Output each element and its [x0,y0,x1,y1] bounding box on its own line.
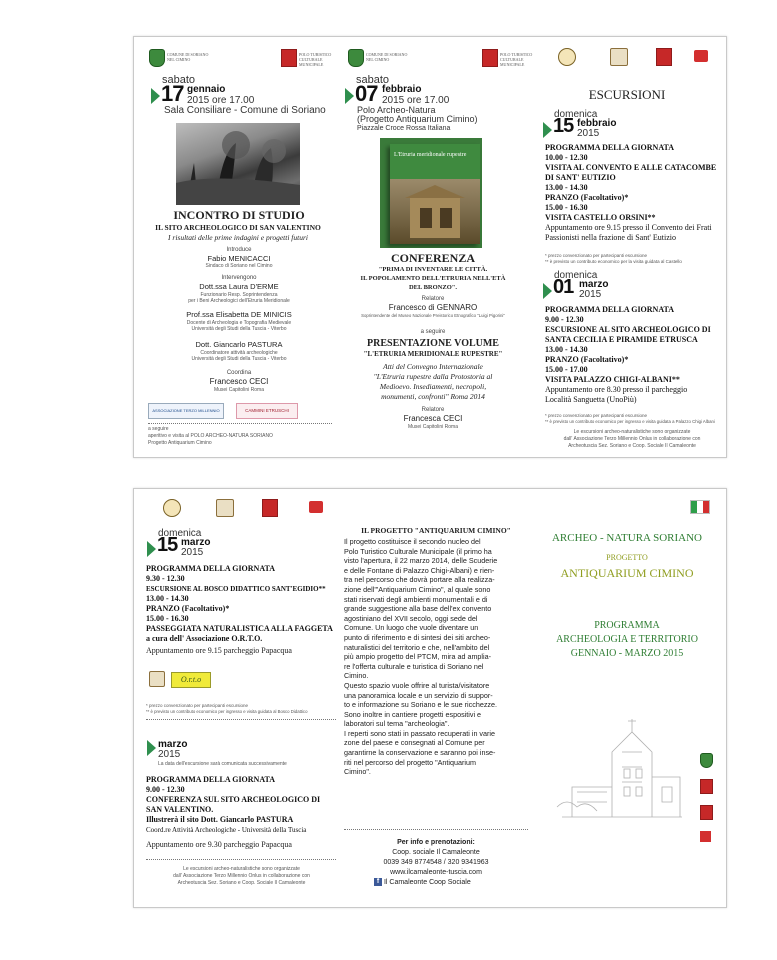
logo-text-polo: POLO TURISTICO CULTURALE MUNICIPALE [299,52,332,67]
excursion-4-appointment: Appuntamento ore 9.30 parcheggio Papacqua [146,840,292,849]
atti-line-2: "L'Etruria rupestre dalla Protostoria al [373,372,493,381]
date-number-2: 07 [355,81,378,106]
excursion-3-appointment: Appuntamento ore 9.15 parcheggio Papacqua [146,646,292,655]
footer-b-line-1: Le escursioni archeo-naturalistiche sono organizzate [183,866,300,872]
divider [148,423,332,424]
program-line: PROGRAMMA DELLA GIORNATA [545,305,675,314]
speaker-2-label: Relatore [421,407,445,413]
intro-name: Fabio MENICACCI [207,254,271,263]
italian-flag-icon [690,500,710,514]
speaker-name: Francesco di GENNARO [388,303,478,312]
program-line: DI SANT' EUTIZIO [545,173,616,182]
paragraph-line: e delle Fontane di Palazzo Chigi-Albani) e rien- [344,565,495,575]
cover-title-2: PROGETTO [606,553,648,562]
facebook-page-name: Il Camaleonte Coop Sociale [383,878,471,886]
program-line: PROGRAMMA DELLA GIORNATA [146,775,276,784]
program-line: 13.00 - 14.30 [545,345,588,354]
trees-illustration [176,123,300,205]
paragraph-line: garantirne la conservazione e saranno poi inse- [344,748,496,758]
speaker-2-role-2: Università degli Studi della Tuscia - Viterbo [191,326,287,332]
program-line: Coord.re Attività Archeologiche - Università della Tuscia [146,826,307,834]
paragraph-line: Questo spazio vuole offrire al turista/visitatore [344,680,490,690]
place-line-2: (Progetto Antiquarium Cimino) [357,114,478,124]
paragraph-line: re l'offerta culturale e turistica di Soriano nel [344,661,484,671]
paragraph-line: naturalistici del territorio e che, nell'ambito del [344,642,490,652]
excursion-2-arrow-icon [543,283,552,299]
date-day: sabato [162,74,196,86]
speaker-1-name: Dott.ssa Laura D'ERME [199,282,279,291]
program-line: VISITA PALAZZO CHIGI-ALBANI** [545,375,680,384]
speakers-label: Intervengono [221,275,257,281]
excursion-4-month: marzo [158,739,188,750]
bottom-brochure-sheet [133,488,727,908]
speaker-2-role-presentation: Musei Capitolini Roma [407,424,459,430]
side-logo-1 [700,753,713,768]
date-day-2: sabato [356,74,390,86]
excursion-4-note: La data dell'escursione sarà comunicata successivamente [158,761,287,767]
cover-title-6: GENNAIO - MARZO 2015 [570,648,684,659]
partner-logo-small [149,671,165,687]
project-title: IL PROGETTO "ANTIQUARIUM CIMINO" [361,526,511,535]
excursion-1-note-1: * prezzo convenzionato per partecipanti escursione [545,253,648,258]
excursion-2-note-2: ** è previsto un contributo economico per ingresso e visita guidata a Palazzo Chigi Albani [545,419,715,424]
appointment-line: Località Sanguetta (UnoPiù) [545,395,637,404]
coordinator-label: Coordina [226,370,252,376]
conference-title: CONFERENZA [390,251,475,265]
excursion-1-arrow-icon [543,122,552,138]
footer-b-line-2: dall' Associazione Terzo Millennio Onlus in collaborazione con [173,873,310,879]
speaker-3-role-1: Coordinatore attività archeologiche [200,350,278,356]
program-line: 15.00 - 16.30 [146,614,189,623]
program-line: a cura dell' Associazione O.R.T.O. [146,634,263,643]
paragraph-line: riti nel percorso del progetto "Antiquarium [344,757,476,767]
excursion-3-note-2: ** è previsto un contributo economico per ingresso e visita guidata al Bosco Didattico [146,709,308,714]
excursion-2-month: marzo [579,279,609,290]
program-line: PASSEGGIATA NATURALISTICA ALLA FAGGETA [146,624,333,633]
paragraph-line: Cimino. [344,671,369,681]
excursion-3-year: 2015 [181,547,204,558]
appointment-line: Appuntamento ore 8.30 presso il parcheggio [545,385,688,394]
program-line: SAN VALENTINO. [146,805,214,814]
side-logo-3 [700,805,713,820]
paragraph-line: zione dell'"Antiquarium Cimino", al quale sono [344,584,491,594]
orto-logo [694,50,708,62]
program-line: 9.30 - 12.30 [146,574,185,583]
book-title: L'Etruria meridionale rupestre [394,152,467,158]
speaker-2-name-presentation: Francesca CECI [403,414,463,423]
atti-line-4: monumenti, confronti" Roma 2014 [381,392,485,401]
date-arrow-icon [151,88,160,104]
excursion-1-year: 2015 [577,128,600,139]
date-arrow-icon-2 [345,88,354,104]
project-paragraph-1 [344,537,528,777]
event-subtitle-2: I risultati delle prime indagini e progetti futuri [168,233,308,242]
excursion-1-note-2: ** è previsto un contributo economico per la visita guidata al Castello [545,259,682,264]
place-line-3: Piazzale Croce Rossa Italiana [357,125,451,132]
logo-text-comune-2: COMUNE DI SORIANO NEL CIMINO [366,52,408,62]
date-number: 17 [161,81,184,106]
appointment-line: Appuntamento ore 9.15 presso il Convento dei Frati [545,223,712,232]
info-phone: 0039 349 8774548 / 320 9341963 [383,859,489,866]
program-line: CONFERENZA SUL SITO ARCHEOLOGICO DI [146,795,321,804]
excursion-1-day: domenica [554,109,598,120]
facebook-icon: f [374,878,382,886]
event-subtitle: IL SITO ARCHEOLOGICO DI SAN VALENTINO [155,223,321,232]
speaker-label: Relatore [421,296,445,302]
excursion-4-program [146,775,336,835]
excursion-2-year: 2015 [579,289,602,300]
program-line: 15.00 - 17.00 [545,365,588,374]
paragraph-line: Cimino". [344,767,371,777]
place-line-1: Polo Archeo-Natura [357,105,436,115]
paragraph-line: più ampio progetto del PTCM, mira ad amplia- [344,652,492,662]
program-line: 13.00 - 14.30 [146,594,189,603]
polo-turistico-logo [281,49,297,67]
event-title: INCONTRO DI STUDIO [173,208,305,222]
archeotuscia-logo-b [216,499,234,517]
program-line: 9.00 - 12.30 [545,315,584,324]
speaker-2-role-1: Docente di Archeologia e Topografia Medievale [186,320,292,326]
coordinator-name: Francesco CECI [209,377,269,386]
follow-line-3: Progetto Antiquarium Cimino [148,440,212,446]
paragraph-line: I reperti sono stati in passato recuperati in varie [344,728,496,738]
paragraph-line: Sono inoltre in cantiere progetti espositivi e [344,709,482,719]
soriano-crest-logo [149,49,165,67]
program-line: PROGRAMMA DELLA GIORNATA [146,564,276,573]
excursion-1-number: 15 [553,115,574,137]
speaker-2-name: Prof.ssa Elisabetta DE MINICIS [186,310,292,319]
excursion-2-program [545,305,725,405]
presentation-title: PRESENTAZIONE VOLUME [367,338,499,349]
excursion-4-arrow-icon [147,740,156,756]
event-place: Sala Consiliare - Comune di Soriano [164,105,326,116]
paragraph-line: punto di riferimento e di sintesi dei siti archeo- [344,632,491,642]
camaleonte-logo-b [262,499,278,517]
paragraph-line: stati riservati degli ambienti monumentali e di [344,594,488,604]
logo-text-comune: COMUNE DI SORIANO NEL CIMINO [167,52,209,62]
sponsor-terzo-millennio: ASSOCIAZIONE TERZO MILLENNIO [148,403,224,419]
excursion-3-program [146,564,336,644]
paragraph-line: grande suggestione alla base dell'ex convento [344,604,492,614]
program-line: VISITA AL CONVENTO E ALLE CATACOMBE [545,163,717,172]
cover-title-5: ARCHEOLOGIA E TERRITORIO [556,634,698,645]
cover-title-1: ARCHEO - NATURA SORIANO [551,532,703,544]
date-month-2: febbraio [382,84,422,95]
program-line: 10.00 - 12.30 [545,153,588,162]
excursions-title: ESCURSIONI [588,87,666,102]
paragraph-line: una panoramica locale e un servizio di suppor- [344,690,493,700]
program-line: PRANZO (Facoltativo)* [545,355,629,364]
date-month: gennaio [187,84,226,95]
terzo-millennio-logo [558,48,576,66]
speaker-3-role-2: Università degli Studi della Tuscia - Viterbo [191,356,287,362]
logo-text-polo-2: POLO TURISTICO CULTURALE MUNICIPALE [500,52,533,67]
atti-line-3: Medioevo. Insediamenti, necropoli, [379,382,487,391]
footer-b-line-3: Archeotuscia Sez. Soriano e Coop. Sociale Il Camaleonte [177,880,306,886]
program-line: VISITA CASTELLO ORSINI** [545,213,656,222]
program-line: ESCURSIONE AL SITO ARCHEOLOGICO DI [545,325,711,334]
excursion-2-day: domenica [554,270,598,281]
terzo-millennio-logo-b [163,499,181,517]
paragraph-line: agostiniano del XVII secolo, oggi sede del [344,613,478,623]
paragraph-line: visto l'apertura, il 22 marzo 2014, delle Scuderie [344,556,498,566]
facebook-row [374,878,514,886]
excursion-3-note-1: * prezzo convenzionato per partecipanti escursione [146,703,249,708]
footer-line-3: Archeotuscia Sez. Soriano e Coop. Sociale Il Camaleonte [568,443,696,449]
info-line-1: Coop. sociale Il Camaleonte [392,849,480,856]
program-line: SANTA CECILIA E PIRAMIDE ETRUSCA [545,335,698,344]
paragraph-line: laboratori sul tema "archeologia". [344,719,450,729]
program-line: PRANZO (Facoltativo)* [146,604,230,613]
speaker-1-role-1: Funzionario Resp. Soprintendenza [200,292,278,298]
speaker-1-role-2: per i Beni Archeologici dell'Etruria Meridionale [188,298,290,304]
divider-b2 [146,859,336,860]
speaker-3-name: Dott. Giancarlo PASTURA [195,340,283,349]
intro-role: Sindaco di Soriano nel Cimino [205,263,273,269]
appointment-line: Passionisti nella frazione di Sant' Eutizio [545,233,676,242]
paragraph-line: zone del paese e consegnati al Comune per [344,738,485,748]
cover-title-3: ANTIQUARIUM CIMINO [560,566,694,580]
excursion-3-number: 15 [157,534,178,556]
excursion-1-program [545,143,725,243]
footer-line-2: dall' Associazione Terzo Millennio Onlus in collaborazione con [563,436,701,442]
side-logo-4 [700,831,711,842]
top-brochure-sheet [133,36,727,458]
atti-line-1: Atti del Convegno Internazionale [383,362,483,371]
info-title: Per info e prenotazioni: [397,839,475,846]
paragraph-line: Comune. Un luogo che vuole diventare un [344,623,479,633]
excursion-3-month: marzo [181,537,211,548]
follow-line-1: a seguire [148,426,169,432]
speaker-role: Soprintendente del Museo Nazionale Preistorico Etnografico "Luigi Pigorini" [361,313,505,318]
program-line: 13.00 - 14.30 [545,183,588,192]
conference-line-2: IL POPOLAMENTO DELL'ETRURIA NELL'ETÀ [360,275,506,282]
rock-tomb-illustration [390,183,480,243]
paragraph-line: Polo Turistico Culturale Municipale (il primo ha [344,546,492,556]
program-line: PROGRAMMA DELLA GIORNATA [545,143,675,152]
presentation-subtitle: "L'ETRURIA MERIDIONALE RUPESTRE" [363,350,503,358]
palazzo-sketch-illustration [552,707,692,827]
side-logo-2 [700,779,713,794]
camaleonte-logo [656,48,672,66]
date-year-time-2: 2015 ore 17.00 [382,95,450,106]
program-line: PRANZO (Facoltativo)* [545,193,629,202]
orto-badge: O.r.t.o [171,672,211,688]
coordinator-role: Musei Capitolini Roma [213,387,265,393]
polo-turistico-logo-2 [482,49,498,67]
excursion-3-day: domenica [158,528,202,539]
program-line: 9.00 - 12.30 [146,785,185,794]
footer-line-1: Le escursioni archeo-naturalistiche sono organizzate [573,429,691,435]
sponsor-cammini-etruschi: CAMMINI ETRUSCHI [236,403,298,419]
program-line: ESCURSIONE AL BOSCO DIDATTICO SANT'EGIDIO** [146,585,326,593]
archeotuscia-logo [610,48,628,66]
date-year-time: 2015 ore 17.00 [187,95,255,106]
program-line: Illustrerà il sito Dott. Giancarlo PASTURA [146,815,294,824]
divider-b1 [146,719,336,720]
conference-line-1: "PRIMA DI INVENTARE LE CITTÀ. [378,266,488,273]
soriano-crest-logo-2 [348,49,364,67]
paragraph-line: Il progetto costituisce il secondo nucleo del [344,537,481,546]
excursion-2-number: 01 [553,276,574,298]
archaeological-site-photo [176,123,300,205]
follow-line-2: aperitivo e visita al POLO ARCHEO-NATURA SORIANO [148,433,273,439]
orto-logo-b [309,501,323,513]
excursion-3-arrow-icon [147,541,156,557]
book-cover-image [380,138,482,248]
conference-line-3: DEL BRONZO". [408,284,458,291]
excursion-2-note-1: * prezzo convenzionato per partecipanti escursione [545,413,648,418]
program-line: 15.00 - 16.30 [545,203,588,212]
info-website: www.ilcamaleonte-tuscia.com [390,869,482,876]
cover-title-4: PROGRAMMA [594,620,660,631]
intro-label: Introduce [226,247,252,253]
excursion-1-month: febbraio [577,118,617,129]
divider-b3 [344,829,528,830]
paragraph-line: tra nel percorso che dovrà portare alla realizza- [344,575,495,585]
paragraph-line: to e informazione su Soriano e le sue ricchezze. [344,700,498,710]
follow-label: a seguire [420,329,446,335]
excursion-4-year: 2015 [158,749,181,760]
